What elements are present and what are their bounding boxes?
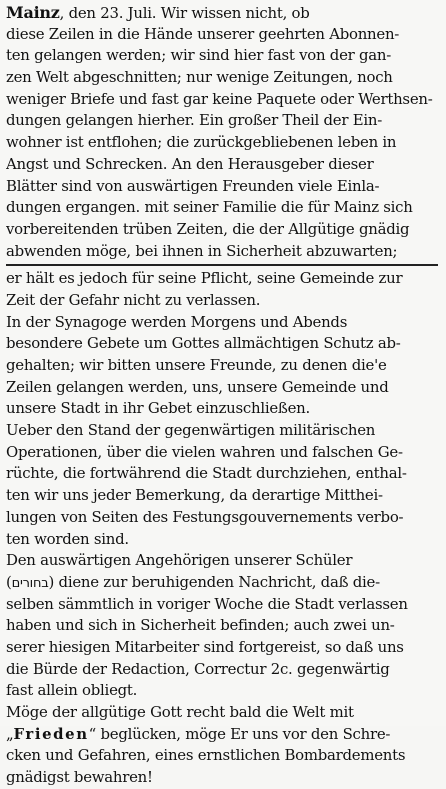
line-text: ) diene zur beruhigenden Nachricht, daß die- — [48, 572, 380, 591]
text-line: abwenden möge, bei ihnen in Sicherheit abzuwarten; — [6, 241, 398, 260]
text-line: wohner ist entflohen; die zurückgebliebenen leben in — [6, 133, 397, 152]
text-line: unsere Stadt in ihr Gebet einzuschließen. — [6, 399, 311, 418]
text-line: diese Zeilen in die Hände unserer geehrten Abonnen- — [6, 24, 400, 43]
text-line: er hält es jedoch für seine Pflicht, seine Gemeinde zur — [6, 269, 403, 288]
text-line: Blätter sind von auswärtigen Freunden viele Einla- — [6, 176, 380, 195]
dateline-place: Mainz — [6, 3, 60, 22]
text-line: weniger Briefe und fast gar keine Paquete oder Werthsen- — [6, 89, 433, 108]
text-line: vorbereitenden trüben Zeiten, die der Allgütige gnädig — [6, 219, 410, 238]
text-line: dungen gelangen hierher. Ein großer Theil der Ein- — [6, 111, 382, 130]
text-line: Ueber den Stand der gegenwärtigen militärischen — [6, 421, 376, 440]
text-line: ten worden sind. — [6, 529, 129, 548]
text-line — [6, 572, 440, 594]
text-line: gnädigst bewahren! — [6, 768, 153, 787]
text-line: serer hiesigen Mitarbeiter sind fortgereist, so daß uns — [6, 637, 404, 656]
text-line: cken und Gefahren, eines ernstlichen Bombardements — [6, 746, 406, 765]
line-text: , den 23. Juli. Wir wissen nicht, ob — [59, 4, 310, 22]
text-line: dungen ergangen. mit seiner Familie die für Mainz sich — [6, 198, 413, 217]
hebrew-word: בחורים — [11, 575, 49, 591]
text-line: Zeit der Gefahr nicht zu verlassen. — [6, 290, 261, 309]
text-line: Angst und Schrecken. An den Herausgeber dieser — [6, 154, 374, 173]
text-line: fast allein obliegt. — [6, 681, 138, 700]
text-line — [6, 724, 440, 746]
text-line: gehalten; wir bitten unsere Freunde, zu denen die'e — [6, 356, 387, 374]
emphasized-word: Frieden — [13, 724, 89, 743]
line-text: „ — [6, 724, 14, 743]
text-line: In der Synagoge werden Morgens und Abends — [6, 312, 348, 331]
line-text: ( — [6, 572, 12, 591]
text-line: haben und sich in Sicherheit befinden; auch zwei un- — [6, 616, 395, 635]
text-line: Möge der allgütige Gott recht bald die Welt mit — [6, 703, 354, 721]
text-line: lungen von Seiten des Festungsgouvernements verbo- — [6, 507, 404, 526]
text-line: zen Welt abgeschnitten; nur wenige Zeitungen, noch — [6, 68, 393, 87]
text-line: besondere Gebete um Gottes allmächtigen Schutz ab- — [6, 334, 401, 353]
text-line: Den auswärtigen Angehörigen unserer Schüler — [6, 551, 353, 570]
text-line: Zeilen gelangen werden, uns, unsere Gemeinde und — [6, 377, 389, 396]
article-body — [6, 268, 440, 789]
text-line — [6, 2, 440, 24]
text-line: Operationen, über die vielen wahren und falschen Ge- — [6, 442, 403, 461]
text-line: ten wir uns jeder Bemerkung, da derartige Mitthei- — [6, 486, 383, 505]
text-line: rüchte, die fortwährend die Stadt durchziehen, enthal- — [6, 464, 407, 483]
article-paragraph-intro — [6, 2, 440, 262]
text-line: ten gelangen werden; wir sind hier fast von der gan- — [6, 46, 392, 65]
line-text: “ beglücken, möge Er uns vor den Schre- — [88, 724, 391, 743]
text-line: die Bürde der Redaction, Correctur 2c. gegenwärtig — [6, 659, 390, 678]
text-line: selben sämmtlich in voriger Woche die Stadt verlassen — [6, 594, 408, 613]
column-rule — [6, 264, 438, 266]
